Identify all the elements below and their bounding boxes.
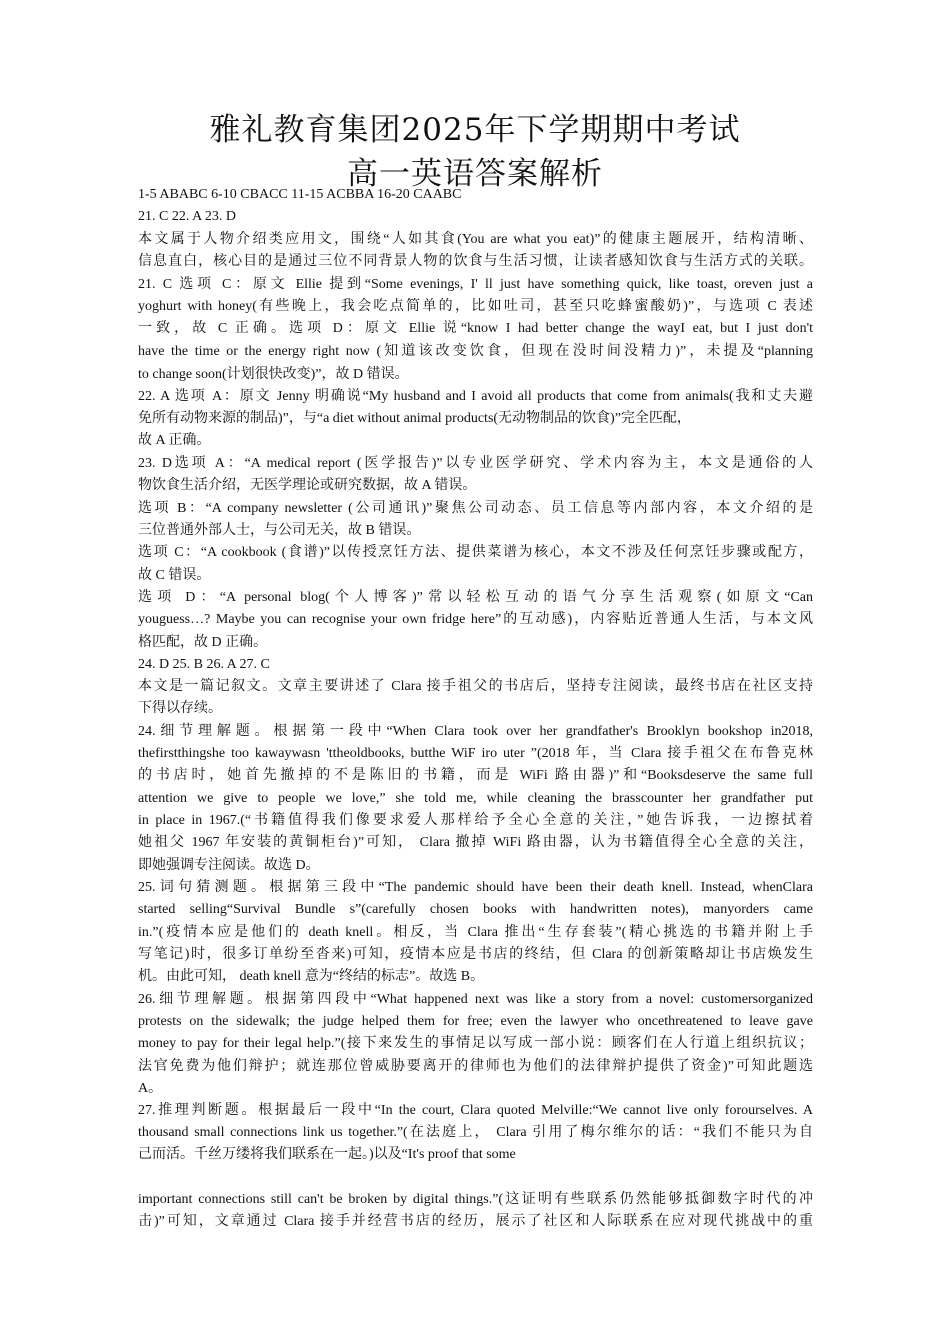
text-line: have the time or the energy right now (知道该改变饮食，但现在没时间没精力)”，未提及“planning	[138, 344, 813, 359]
text-line: in place in 1967.(“书籍值得我们像要求爱人那样给予全心全意的关注，”她告诉我，一边擦拭着	[138, 813, 813, 828]
text-line: 27.推理判断题。根据最后一段中“In the court, Clara quoted Melville:“We cannot live only forourselves. A	[138, 1103, 813, 1118]
text-line: 选项 D：“A personal blog(个人博客)”常以轻松互动的语气分享生活观察(如原文“Can	[138, 590, 813, 605]
text-line: 选项 B：“A company newsletter (公司通讯)”聚焦公司动态、员工信息等内部内容，本文介绍的是	[138, 501, 813, 516]
text-line: yoghurt with honey(有些晚上，我会吃点简单的，比如吐司，甚至只吃蜂蜜酸奶)”，与选项 C 表述	[138, 299, 813, 314]
text-line: thefirstthingshe too kawaywasn 'ttheoldbooks, butthe WiF iro uter ”(2018 年，当 Clara 接手祖父在布鲁克林	[138, 746, 813, 761]
document-subtitle: 高一英语答案解析	[347, 156, 603, 192]
text-line: 26.细节理解题。根据第四段中“What happened next was like a story from a novel: customersorganized	[138, 992, 813, 1007]
text-line: 下得以存续。	[138, 701, 222, 716]
text-line: 故 A 正确。	[138, 433, 211, 448]
text-line: 22. A 选项 A：原文 Jenny 明确说“My husband and I avoid all products that come from animals(我和丈夫避	[138, 389, 813, 404]
text-line: started selling“Survival Bundle s”(carefully chosen books with handwritten notes), manyorders came	[138, 902, 813, 917]
document-title: 雅礼教育集团2025年下学期期中考试	[209, 112, 741, 148]
text-line: 23. D选项 A：“A medical report (医学报告)”以专业医学研究、学术内容为主，本文是通俗的人	[138, 456, 813, 471]
text-line: 格匹配，故 D 正确。	[138, 635, 268, 650]
text-line: 写笔记)时，很多订单纷至沓来)可知，疫情本应是书店的终结，但 Clara 的创新策略却让书店焕发生	[138, 947, 813, 962]
text-line: 故 C 错误。	[138, 568, 211, 583]
text-line: 机。由此可知， death knell 意为“终结的标志”。故选 B。	[138, 969, 485, 984]
text-line: protests on the sidewalk; the judge helped them for free; even the lawyer who oncethreatened to leave gave	[138, 1014, 813, 1029]
text-line: 信息直白，核心目的是通过三位不同背景人物的饮食与生活习惯，让读者感知饮食与生活方式的关联。	[138, 254, 813, 269]
text-line: money to pay for their legal help.”(接下来发生的事情足以写成一部小说：顾客们在人行道上组织抗议；	[138, 1036, 813, 1051]
text-line: important connections still can't be broken by digital things.”(这证明有些联系仍然能够抵御数字时代的冲	[138, 1192, 813, 1207]
text-line: 即她强调专注阅读。故选 D。	[138, 858, 320, 873]
text-line: thousand small connections link us together.”(在法庭上， Clara 引用了梅尔维尔的话：“我们不能只为自	[138, 1125, 813, 1140]
text-line: 21. C 22. A 23. D	[138, 209, 237, 224]
text-line: in.”(疫情本应是他们的 death knell。相反，当 Clara 推出“生存套装”(精心挑选的书籍并附上手	[138, 925, 813, 940]
text-line: 本文是一篇记叙文。文章主要讲述了 Clara 接手祖父的书店后，坚持专注阅读，最终书店在社区支持	[138, 679, 813, 694]
text-line: attention we give to people we love,” she told me, while cleaning the brasscounter her grandfather put	[138, 791, 813, 806]
text-line: 25.词句猜测题。根据第三段中“The pandemic should have been their death knell. Instead, whenClara	[138, 880, 813, 895]
text-line: 本文属于人物介绍类应用文，围绕“人如其食(You are what you eat)”的健康主题展开，结构清晰、	[138, 232, 813, 247]
text-line: to change soon(计划很快改变)”，故 D 错误。	[138, 367, 409, 382]
text-line: 法官免费为他们辩护；就连那位曾威胁要离开的律师也为他们的法律辩护提供了资金)”可知此题选	[138, 1059, 813, 1074]
text-line: 24.细节理解题。根据第一段中“When Clara took over her grandfather's Brooklyn bookshop in2018,	[138, 724, 813, 739]
text-line: 21. C 选项 C：原文 Ellie 提到“Some evenings, I' ll just have something quick, like toast, oreven just a	[138, 277, 813, 292]
text-line: 选项 C：“A cookbook (食谱)”以传授烹饪方法、提供菜谱为核心，本文不涉及任何烹饪步骤或配方，	[138, 545, 813, 560]
text-line: 物饮食生活介绍，无医学理论或研究数据，故 A 错误。	[138, 478, 477, 493]
text-line: A。	[138, 1081, 163, 1096]
text-line: 的书店时，她首先撤掉的不是陈旧的书籍，而是 WiFi 路由器)”和“Booksdeserve the same full	[138, 768, 813, 783]
text-line: 免所有动物来源的制品)”，与“a diet without animal products(无动物制品的饮食)”完全匹配，	[138, 411, 691, 426]
text-line: 击)”可知，文章通过 Clara 接手并经营书店的经历，展示了社区和人际联系在应对现代挑战中的重	[138, 1214, 813, 1229]
text-line: 己而活。千丝万缕将我们联系在一起。)以及“It's proof that some	[138, 1147, 516, 1162]
text-line: youguess…? Maybe you can recognise your own fridge here”的互动感)，内容贴近普通人生活，与本文风	[138, 612, 813, 627]
text-line: 三位普通外部人士，与公司无关，故 B 错误。	[138, 523, 421, 538]
text-line: 一致，故 C 正确。选项 D：原文 Ellie 说“know I had better change the wayI eat, but I just don't	[138, 321, 813, 336]
text-line: 她祖父 1967 年安装的黄铜柜台)”可知， Clara 撤掉 WiFi 路由器，认为书籍值得全心全意的关注，	[138, 835, 813, 850]
text-line: 24. D 25. B 26. A 27. C	[138, 657, 270, 672]
text-line: 1-5 ABABC 6-10 CBACC 11-15 ACBBA 16-20 CAABC	[138, 187, 462, 202]
